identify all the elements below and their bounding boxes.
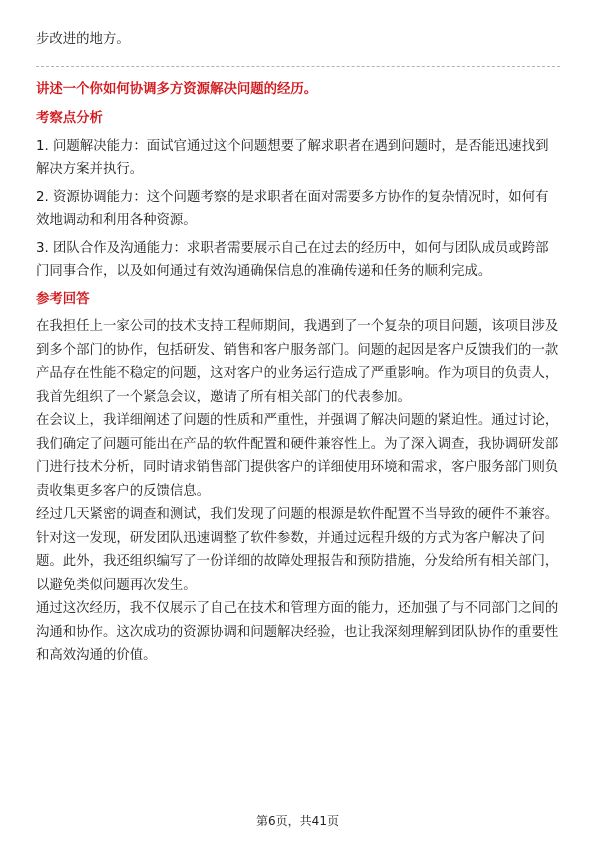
page-content [36, 28, 560, 668]
answer-paragraph: 通过这次经历，我不仅展示了自己在技术和管理方面的能力，还加强了与不同部门之间的沟通和协作。这次成功的资源协调和问题解决经验，也让我深刻理解到团队协作的重要性和高效沟通的价值。 [36, 601, 559, 663]
answer-heading: 参考回答 [36, 291, 90, 307]
analysis-item: 1. 问题解决能力：面试官通过这个问题想要了解求职者在遇到问题时，是否能迅速找到解决方案并执行。 [36, 138, 549, 177]
section-divider [36, 66, 560, 67]
analysis-item: 3. 团队合作及沟通能力：求职者需要展示自己在过去的经历中，如何与团队成员或跨部门同事合作，以及如何通过有效沟通确保信息的准确传递和任务的顺利完成。 [36, 240, 549, 279]
answer-paragraph: 经过几天紧密的调查和测试，我们发现了问题的根源是软件配置不当导致的硬件不兼容。针对这一发现，研发团队迅速调整了软件参数，并通过远程升级的方式为客户解决了问题。此外，我还组织编写了一份详细的故障处理报告和预防措施，分发给所有相关部门，以避免类似问题再次发生。 [36, 507, 559, 593]
analysis-item: 2. 资源协调能力：这个问题考察的是求职者在面对需要多方协作的复杂情况时，如何有效地调动和利用各种资源。 [36, 189, 549, 228]
page-number: 第6页，共41页 [256, 814, 339, 828]
answer-paragraph: 在会议上，我详细阐述了问题的性质和严重性，并强调了解决问题的紧迫性。通过讨论，我们确定了问题可能出在产品的软件配置和硬件兼容性上。为了深入调查，我协调研发部门进行技术分析，同时请求销售部门提供客户的详细使用环境和需求，客户服务部门则负责收集更多客户的反馈信息。 [36, 413, 559, 499]
previous-answer-tail: 步改进的地方。 [36, 32, 130, 47]
question-title: 讲述一个你如何协调多方资源解决问题的经历。 [36, 81, 318, 97]
answer-paragraph: 在我担任上一家公司的技术支持工程师期间，我遇到了一个复杂的项目问题，该项目涉及到多个部门的协作，包括研发、销售和客户服务部门。问题的起因是客户反馈我们的一款产品存在性能不稳定的问题，这对客户的业务运行造成了严重影响。作为项目的负责人，我首先组织了一个紧急会议，邀请了所有相关部门的代表参加。 [36, 319, 559, 405]
analysis-heading: 考察点分析 [36, 111, 103, 126]
